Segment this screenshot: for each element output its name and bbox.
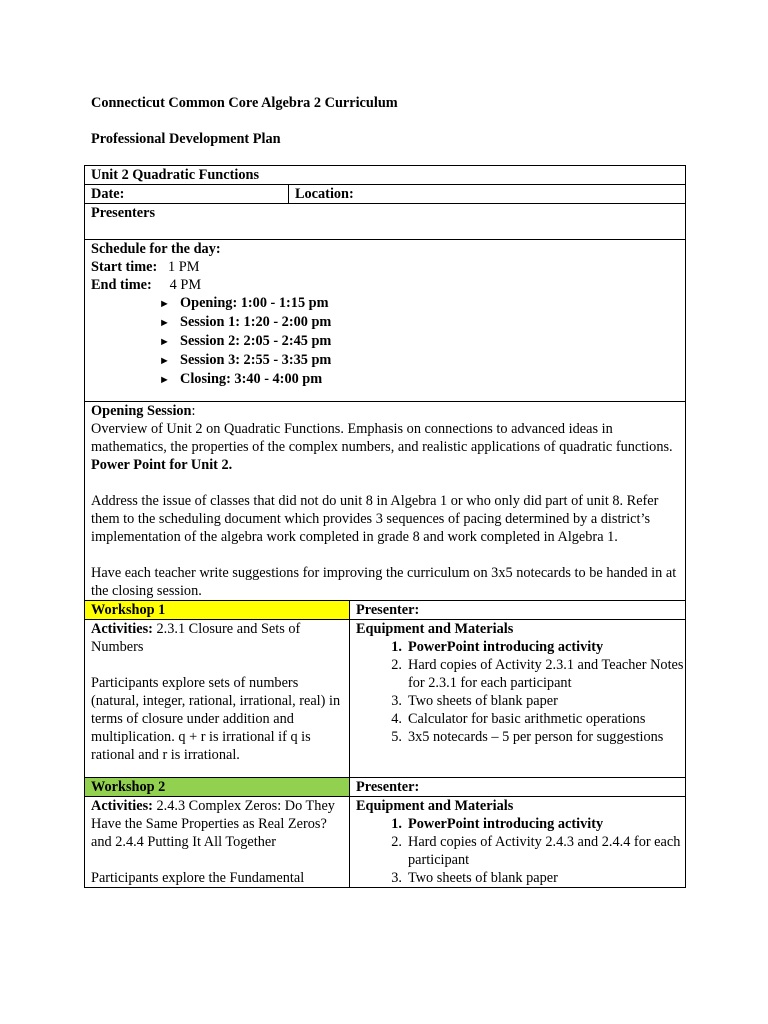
workshop-2-activities-cell	[85, 797, 350, 888]
list-item	[356, 869, 685, 887]
opening-p1-bold: Power Point for Unit 2.	[91, 457, 233, 473]
date-label: Date:	[91, 186, 125, 202]
session-item	[91, 351, 685, 370]
list-item	[356, 638, 685, 656]
item-number: 3.	[391, 870, 402, 886]
session-text: Session 3: 2:55 - 3:35 pm	[180, 352, 332, 368]
end-time-line	[91, 276, 685, 294]
item-number: 1.	[391, 639, 402, 655]
item-number: 2.	[391, 834, 402, 850]
item-text: PowerPoint introducing activity	[408, 639, 604, 655]
session-item	[91, 370, 685, 389]
document-title: Connecticut Common Core Algebra 2 Curriculum	[91, 95, 398, 111]
document-subtitle: Professional Development Plan	[91, 131, 281, 147]
list-item	[356, 710, 685, 728]
workshop-2-label: Workshop 2	[85, 778, 350, 797]
arrow-right-icon: ►	[159, 317, 170, 329]
opening-p1-text: Overview of Unit 2 on Quadratic Functions. Emphasis on connections to advanced ideas in mathematics, the properties of the complex numbers, and realistic applications of quadratic functions.	[91, 421, 673, 455]
date-location-row	[85, 185, 686, 204]
arrow-right-icon: ►	[159, 298, 170, 310]
list-item	[356, 656, 685, 692]
workshop-1-description: Participants explore sets of numbers (natural, integer, rational, irrational, real) in terms of closure under addition and multiplication. q + r is irrational if q is rational and r is irrational.	[91, 675, 341, 763]
activities-label: Activities:	[91, 798, 153, 814]
arrow-right-icon: ►	[159, 374, 170, 386]
item-text: Two sheets of blank paper	[408, 870, 558, 886]
list-item	[356, 815, 685, 833]
start-time-value: 1 PM	[168, 259, 200, 275]
item-text: 3x5 notecards – 5 per person for suggestions	[408, 729, 664, 745]
item-text: Hard copies of Activity 2.3.1 and Teacher Notes for 2.3.1 for each participant	[408, 657, 684, 691]
opening-session-cell	[85, 402, 686, 601]
activities-label: Activities:	[91, 621, 153, 637]
unit-cell	[85, 166, 686, 185]
workshop-2-equipment-cell	[350, 797, 686, 888]
equipment-list	[356, 815, 685, 887]
item-number: 1.	[391, 816, 402, 832]
schedule-cell	[85, 240, 686, 402]
workshop-2-presenter: Presenter:	[350, 778, 686, 797]
equipment-list	[356, 638, 685, 746]
unit-title: Unit 2 Quadratic Functions	[91, 167, 260, 183]
item-number: 4.	[391, 711, 402, 727]
session-item	[91, 313, 685, 332]
list-item	[356, 728, 685, 746]
workshop-2-activities	[91, 797, 343, 851]
list-item	[356, 833, 685, 869]
workshop-1-label: Workshop 1	[85, 601, 350, 620]
workshop-1-activities	[91, 620, 343, 656]
start-time-label: Start time:	[91, 259, 158, 275]
item-text: PowerPoint introducing activity	[408, 816, 604, 832]
session-text: Session 1: 1:20 - 2:00 pm	[180, 314, 332, 330]
item-text: Two sheets of blank paper	[408, 693, 558, 709]
workshop-2-body-row	[85, 797, 686, 888]
arrow-right-icon: ►	[159, 336, 170, 348]
schedule-heading: Schedule for the day:	[91, 241, 221, 257]
equipment-heading: Equipment and Materials	[356, 621, 514, 637]
opening-paragraph-2: Address the issue of classes that did not do unit 8 in Algebra 1 or who only did part of unit 8. Refer them to the scheduling document which provides 3 sequences of pacing determined by a district’s implementation of the algebra work completed in grade 8 and work completed in Algebra 1.	[91, 493, 659, 545]
arrow-right-icon: ►	[159, 355, 170, 367]
equipment-heading: Equipment and Materials	[356, 798, 514, 814]
presenters-label: Presenters	[91, 205, 156, 221]
pd-plan-table	[84, 165, 686, 888]
presenters-cell	[85, 204, 686, 240]
location-label: Location:	[295, 186, 354, 202]
schedule-row	[85, 240, 686, 402]
opening-session-label: Opening Session	[91, 403, 192, 419]
opening-paragraph-3: Have each teacher write suggestions for improving the curriculum on 3x5 notecards to be handed in at the closing session.	[91, 565, 677, 599]
opening-paragraph-1	[91, 420, 677, 474]
end-time-label: End time:	[91, 277, 152, 293]
presenters-row	[85, 204, 686, 240]
opening-colon: :	[191, 403, 196, 419]
item-text: Hard copies of Activity 2.4.3 and 2.4.4 for each participant	[408, 834, 681, 868]
workshop-1-presenter: Presenter:	[350, 601, 686, 620]
list-item	[356, 692, 685, 710]
session-text: Closing: 3:40 - 4:00 pm	[180, 371, 323, 387]
session-item	[91, 294, 685, 313]
opening-session-heading	[91, 402, 677, 420]
session-item	[91, 332, 685, 351]
activities-text: 2.3.1 Closure and Sets of Numbers	[91, 621, 301, 655]
unit-row	[85, 166, 686, 185]
workshop-1-header-row	[85, 601, 686, 620]
start-time-line	[91, 258, 685, 276]
date-cell	[85, 185, 289, 204]
session-text: Opening: 1:00 - 1:15 pm	[180, 295, 329, 311]
item-number: 2.	[391, 657, 402, 673]
workshop-1-activities-cell	[85, 620, 350, 778]
item-number: 3.	[391, 693, 402, 709]
workshop-1-equipment-cell	[350, 620, 686, 778]
opening-session-row	[85, 402, 686, 601]
activities-text: 2.4.3 Complex Zeros: Do They Have the Same Properties as Real Zeros? and 2.4.4 Putting It All Together	[91, 798, 335, 850]
item-number: 5.	[391, 729, 402, 745]
location-cell	[289, 185, 686, 204]
workshop-2-description: Participants explore the Fundamental	[91, 870, 305, 886]
item-text: Calculator for basic arithmetic operations	[408, 711, 646, 727]
end-time-value: 4 PM	[169, 277, 202, 293]
workshop-1-body-row	[85, 620, 686, 778]
session-text: Session 2: 2:05 - 2:45 pm	[180, 333, 332, 349]
workshop-2-header-row	[85, 778, 686, 797]
